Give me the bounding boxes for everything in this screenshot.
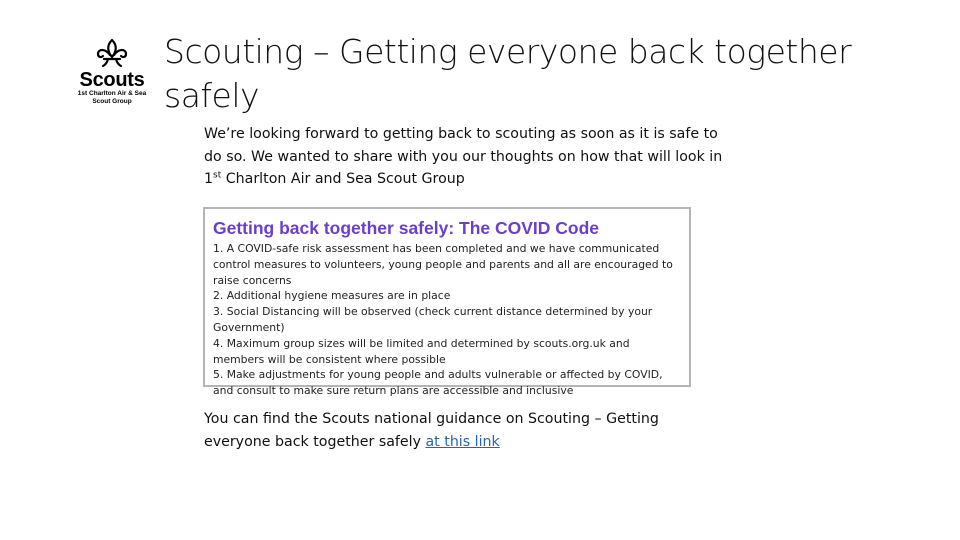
logo-group-line1: 1st Charlton Air & Sea bbox=[77, 90, 147, 97]
covid-code-title: Getting back together safely: The COVID Code bbox=[213, 218, 600, 238]
intro-text-end: Charlton Air and Sea Scout Group bbox=[221, 171, 465, 187]
covid-code-box bbox=[203, 207, 691, 398]
guidance-text: You can find the Scouts national guidance on Scouting – Getting everyone back together safely bbox=[204, 411, 659, 450]
covid-code-item: 5. Make adjustments for young people and adults vulnerable or affected by COVID, and consult to make sure return plans are accessible and inclusive bbox=[213, 368, 663, 398]
intro-paragraph bbox=[204, 123, 724, 191]
guidance-link[interactable]: at this link bbox=[425, 433, 500, 450]
scouts-logo bbox=[66, 38, 158, 106]
fleur-de-lis-icon bbox=[95, 38, 129, 68]
logo-wordmark: Scouts bbox=[79, 69, 145, 91]
covid-code-item: 2. Additional hygiene measures are in place bbox=[213, 289, 451, 303]
covid-code-item: 4. Maximum group sizes will be limited and determined by scouts.org.uk and members will be consistent where possible bbox=[213, 336, 630, 366]
logo-group-line2: Scout Group bbox=[92, 98, 132, 105]
page-title: Scouting – Getting everyone back together safely bbox=[164, 32, 852, 115]
covid-code-item: 3. Social Distancing will be observed (check current distance determined by your Government) bbox=[213, 305, 653, 334]
intro-ordinal-suffix: st bbox=[213, 170, 222, 181]
covid-code-item: 1. A COVID-safe risk assessment has been completed and we have communicated control measures to volunteers, young people and parents and all are encouraged to raise concerns bbox=[213, 242, 673, 287]
guidance-paragraph bbox=[204, 408, 704, 453]
intro-text: We’re looking forward to getting back to scouting as soon as it is safe to do so. We wanted to share with you our thoughts on how that will look in 1 bbox=[204, 126, 723, 187]
